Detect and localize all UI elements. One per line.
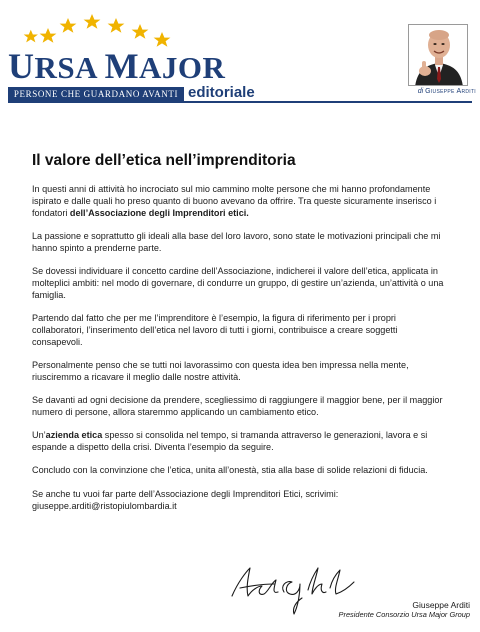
- paragraph-5: Personalmente penso che se tutti noi lavorassimo con questa idea ben impressa nella mente, riusciremmo a ricavare il meglio dalle nostre attività.: [32, 360, 409, 382]
- star-icon: [84, 14, 101, 29]
- article-title: Il valore dell’etica nell’imprenditoria: [32, 152, 296, 169]
- author-byline: di Giuseppe Arditi: [417, 88, 476, 95]
- paragraph-1: In questi anni di attività ho incrociato sul mio cammino molte persone che mi hanno profondamente ispirato e dalle quali ho preso quanto di buono avevano da offrire. Tra queste sicuramente inserisco i fondatori dell’Associazione degli Imprenditori etici.: [32, 184, 437, 218]
- author-photo: [408, 24, 468, 86]
- logo-tagline: PERSONE CHE GUARDANO AVANTI: [8, 87, 184, 101]
- star-icon: [24, 30, 38, 43]
- section-label: editoriale: [188, 84, 255, 101]
- paragraph-7: Un’azienda etica spesso si consolida nel tempo, si tramanda attraverso le generazioni, lavora e si espande a dispetto della crisi. Diventa l’esempio da seguire.: [32, 430, 428, 452]
- portrait-image: [409, 25, 468, 86]
- author-name: Giuseppe Arditi: [425, 88, 476, 95]
- paragraph-8: Concludo con la convinzione che l’etica, unita all’onestà, stia alla base di solide relazioni di fiducia.: [32, 465, 428, 475]
- star-icon: [60, 18, 77, 33]
- paragraph-3: Se dovessi individuare il concetto cardine dell’Associazione, indicherei il valore dell’etica, applicata in molteplici ambiti: nel modo di governare, di condurre un gruppo, di gestire un’azienda, un’attività o una famiglia.: [32, 266, 444, 300]
- article-body: [32, 183, 450, 523]
- contact-email-link[interactable]: giuseppe.arditi@ristopiulombardia.it: [32, 501, 177, 511]
- star-icon: [132, 24, 149, 39]
- signature-role: Presidente Consorzio Ursa Major Group: [338, 610, 470, 619]
- star-icon: [108, 18, 125, 33]
- star-icon: [40, 28, 57, 43]
- star-icon: [154, 32, 171, 47]
- paragraph-6: Se davanti ad ogni decisione da prendere, scegliessimo di raggiungere il maggior bene, per il maggior numero di persone, allora staremmo applicando un cambiamento etico.: [32, 395, 443, 417]
- signature-name: Giuseppe Arditi: [412, 600, 470, 610]
- logo-wordmark: URSA MAJOR: [8, 46, 226, 86]
- paragraph-2: La passione e soprattutto gli ideali alla base del loro lavoro, sono state le motivazioni principali che mi hanno spinto a prenderne parte.: [32, 231, 441, 253]
- paragraph-4: Partendo dal fatto che per me l’imprenditore è l’esempio, la figura di riferimento per i propri collaboratori, l’inserimento dell’etica nel lavoro di tutti i giorni, contribuisce a creare soggetti consapevoli.: [32, 313, 398, 347]
- header-divider: [8, 101, 472, 103]
- paragraph-9: Se anche tu vuoi far parte dell’Associazione degli Imprenditori Etici, scrivimi: giuseppe.arditi@ristopiulombardia.it: [32, 489, 339, 511]
